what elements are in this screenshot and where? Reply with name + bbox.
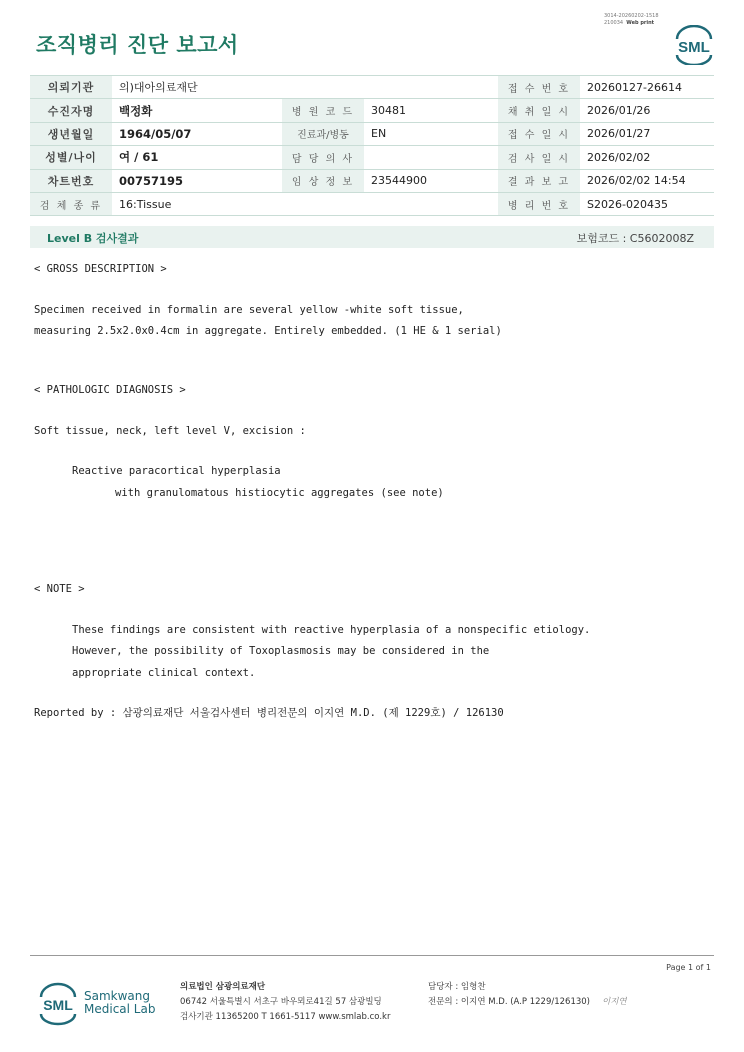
note-line: However, the possibility of Toxoplasmosis may be considered in the xyxy=(72,645,490,657)
signature: 이지연 xyxy=(602,997,627,1007)
page-title: 조직병리 진단 보고서 xyxy=(36,33,239,57)
result-level-bar xyxy=(30,226,714,248)
diagnosis-line: with granulomatous histiocytic aggregates (see note) xyxy=(115,487,444,499)
table-row xyxy=(30,76,714,99)
label-clinical-info: 임 상 정 보 xyxy=(282,169,364,192)
specialist-name: 이지연 M.D. (A.P 1229/126130) xyxy=(460,997,590,1007)
diagnosis-site: Soft tissue, neck, left level V, excision : xyxy=(34,425,306,437)
clinical-info: 23544900 xyxy=(364,169,498,192)
label-pathology-number: 병 리 번 호 xyxy=(498,192,580,215)
note-header: < NOTE > xyxy=(34,583,85,595)
label-result-report: 결 과 보 고 xyxy=(498,169,580,192)
label-sex-age: 성별/나이 xyxy=(30,146,112,169)
label-receipt-date: 접 수 일 시 xyxy=(498,122,580,145)
sml-logo xyxy=(673,25,715,65)
print-code: 3014-20260202-1518 210034 Web print xyxy=(604,13,659,26)
receipt-date: 2026/01/27 xyxy=(580,122,714,145)
footer-divider xyxy=(30,955,714,956)
note-line: These findings are consistent with reactive hyperplasia of a nonspecific etiology. xyxy=(72,624,591,636)
label-chart-number: 차트번호 xyxy=(30,169,112,192)
label-specimen-type: 검 체 종 류 xyxy=(30,192,112,215)
footer-logo-text: Samkwang Medical Lab xyxy=(84,989,156,1016)
birth-date: 1964/05/07 xyxy=(112,122,282,145)
institution-address: 06742 서울특별시 서초구 바우뫼로41길 57 삼광빌딩 xyxy=(180,997,382,1007)
svg-text:SML: SML xyxy=(678,39,710,56)
hospital-code: 30481 xyxy=(364,99,498,122)
gross-description-header: < GROSS DESCRIPTION > xyxy=(34,263,167,275)
department: EN xyxy=(364,122,498,145)
svg-text:SML: SML xyxy=(43,997,73,1013)
specimen-type: 16:Tissue xyxy=(112,192,498,215)
label-birth-date: 생년월일 xyxy=(30,122,112,145)
institution-info xyxy=(180,980,390,1025)
label-department: 진료과/병동 xyxy=(282,122,364,145)
patient-name: 백정화 xyxy=(112,99,282,122)
label-attending-doctor: 담 당 의 사 xyxy=(282,146,364,169)
staff-name: 임형찬 xyxy=(460,982,486,992)
patient-info-table xyxy=(30,75,714,216)
chart-number: 00757195 xyxy=(112,169,282,192)
table-row xyxy=(30,122,714,145)
pathology-number: S2026-020435 xyxy=(580,192,714,215)
note-line: appropriate clinical context. xyxy=(72,667,256,679)
accession-number: 20260127-26614 xyxy=(580,76,714,99)
sex-age: 여 / 61 xyxy=(112,146,282,169)
collection-date: 2026/01/26 xyxy=(580,99,714,122)
label-test-date: 검 사 일 시 xyxy=(498,146,580,169)
table-row xyxy=(30,192,714,215)
attending-doctor xyxy=(364,146,498,169)
result-level: Level B 검사결과 xyxy=(47,232,139,245)
institution-name: 의료법인 삼광의료재단 xyxy=(180,982,266,992)
table-row xyxy=(30,169,714,192)
staff-info: 담당자 : 임형찬 전문의 : 이지연 M.D. (A.P 1229/126130) 이지연 xyxy=(428,982,627,1007)
reported-by: Reported by : 삼광의료재단 서울검사센터 병리전문의 이지연 M.D. (제 1229호) / 126130 xyxy=(34,707,504,719)
table-row xyxy=(30,99,714,122)
label-patient-name: 수진자명 xyxy=(30,99,112,122)
table-row xyxy=(30,146,714,169)
test-date: 2026/02/02 xyxy=(580,146,714,169)
sml-logo-footer xyxy=(38,979,78,1027)
institution-contact: 검사기관 11365200 T 1661-5117 www.smlab.co.kr xyxy=(180,1012,391,1022)
gross-description-line: Specimen received in formalin are several yellow -white soft tissue, xyxy=(34,304,464,316)
label-hospital-code: 병 원 코 드 xyxy=(282,99,364,122)
label-accession-number: 접 수 번 호 xyxy=(498,76,580,99)
insurance-code: 보험코드 : C5602008Z xyxy=(576,232,694,245)
gross-description-line: measuring 2.5x2.0x0.4cm in aggregate. Entirely embedded. (1 HE & 1 serial) xyxy=(34,325,502,337)
label-collection-date: 채 취 일 시 xyxy=(498,99,580,122)
requesting-institution: 의)대아의료재단 xyxy=(112,76,498,99)
result-report: 2026/02/02 14:54 xyxy=(580,169,714,192)
label-requesting-institution: 의뢰기관 xyxy=(30,76,112,99)
page-number: Page 1 of 1 xyxy=(666,963,711,972)
pathologic-diagnosis-header: < PATHOLOGIC DIAGNOSIS > xyxy=(34,384,186,396)
diagnosis-line: Reactive paracortical hyperplasia xyxy=(72,465,281,477)
